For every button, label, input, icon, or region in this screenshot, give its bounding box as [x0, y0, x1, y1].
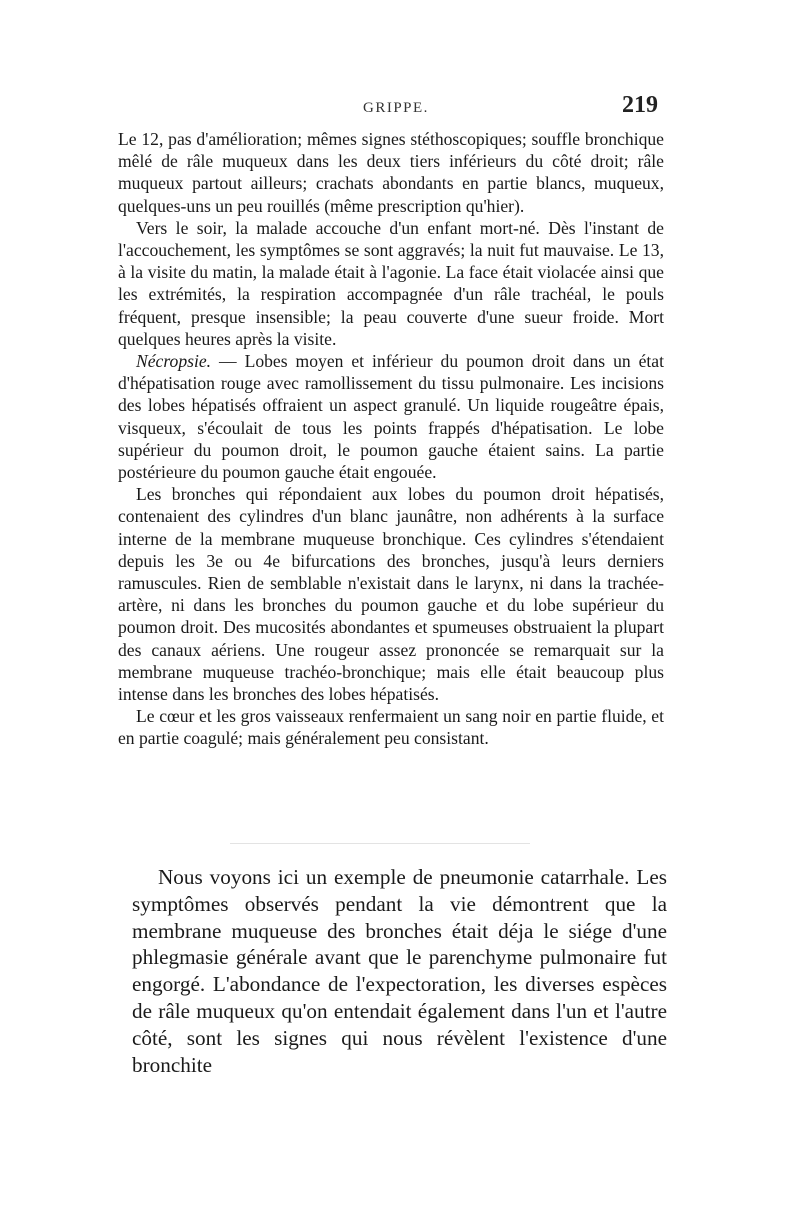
- necropsy-dash: —: [211, 351, 245, 372]
- running-head: [118, 92, 658, 122]
- case-paragraph: Les bronches qui répondaient aux lobes du poumon droit hépatisés, contenaient des cylindres d'un blanc jaunâtre, non adhérents à la surface interne de la membrane muqueuse bronchique. Ces cylindres s'étendaient depuis les 3e ou 4e bifurcations des bronches, jusqu'à leurs derniers ramuscules. Rien de semblable n'existait dans le larynx, ni dans la trachée-artère, ni dans les bronches du poumon gauche et du lobe supérieur du poumon droit. Des mucosités abondantes et spumeuses obstruaient la plupart des canaux aériens. Une rougeur assez prononcée se remarquait sur la membrane muqueuse trachéo-bronchique; mais elle était beaucoup plus intense dans les bronches des lobes hépatisés.: [118, 484, 664, 705]
- case-paragraph: Le 12, pas d'amélioration; mêmes signes stéthoscopiques; souffle bronchique mêlé de râle muqueux dans les deux tiers inférieurs du côté droit; râle muqueux partout ailleurs; crachats abondants en partie blancs, muqueux, quelques-uns un peu rouillés (même prescription qu'hier).: [118, 129, 664, 216]
- running-title: GRIPPE.: [363, 100, 429, 116]
- necropsy-paragraph: [118, 350, 664, 483]
- necropsy-text: Lobes moyen et inférieur du poumon droit dans un état d'hépatisation rouge avec ramollissement du tissu pulmonaire. Les incisions des lobes hépatisés offraient un aspect granulé. Un liquide rougeâtre épais, visqueux, s'écoulait de tous les points frappés d'hépatisation. Le lobe supérieur du poumon droit, le poumon gauche étaient sains. La partie postérieure du poumon gauche était engouée.: [118, 351, 664, 483]
- case-report: [118, 128, 664, 750]
- bleed-through-line: [230, 843, 530, 844]
- commentary: [132, 864, 667, 1078]
- case-paragraph: Vers le soir, la malade accouche d'un enfant mort-né. Dès l'instant de l'accouchement, les symptômes se sont aggravés; la nuit fut mauvaise. Le 13, à la visite du matin, la malade était à l'agonie. La face était violacée ainsi que les extrémités, la respiration accompagnée d'un râle trachéal, le pouls fréquent, presque insensible; la peau couverte d'une sueur froide. Mort quelques heures après la visite.: [118, 217, 664, 349]
- case-paragraph: Le cœur et les gros vaisseaux renfermaient un sang noir en partie fluide, et en partie coagulé; mais généralement peu consistant.: [118, 706, 664, 749]
- necropsy-label: Nécropsie.: [136, 351, 212, 372]
- commentary-paragraph: Nous voyons ici un exemple de pneumonie catarrhale. Les symptômes observés pendant la vie démontrent que la membrane muqueuse des bronches était déja le siége d'une phlegmasie générale avant que le parenchyme pulmonaire fut engorgé. L'abondance de l'expectoration, les diverses espèces de râle muqueux qu'on entendait également dans l'un et l'autre côté, sont les signes qui nous révèlent l'existence d'une bronchite: [132, 865, 667, 1077]
- page-number: 219: [622, 92, 658, 118]
